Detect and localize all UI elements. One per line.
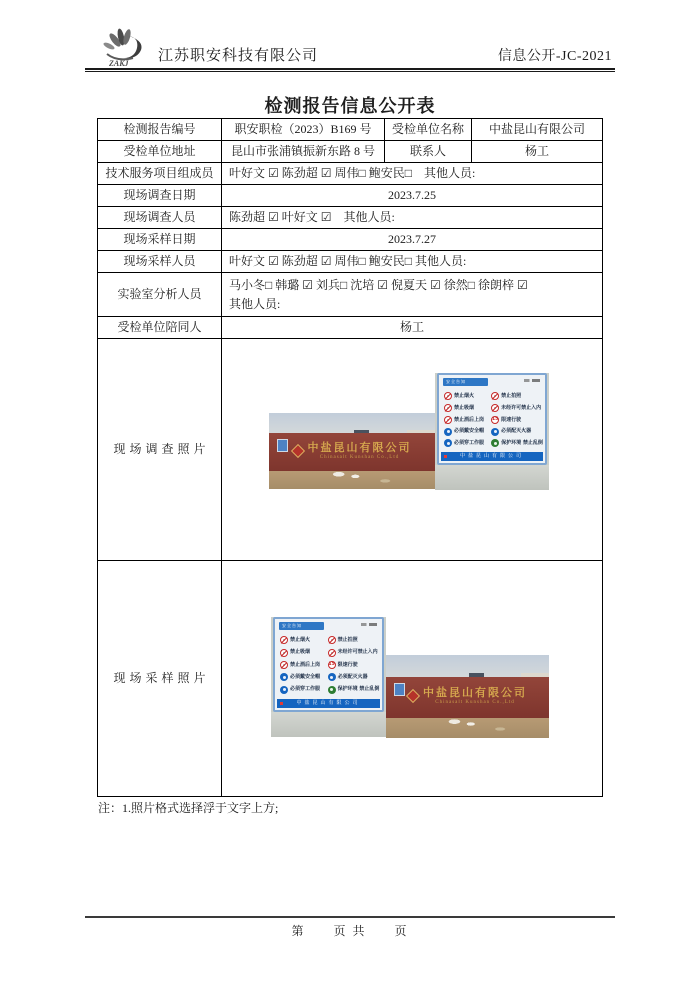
board-scribble <box>524 379 540 382</box>
pavement <box>435 465 549 490</box>
safety-sign <box>491 428 542 436</box>
safety-sign-label: 保护环境 禁止乱倒 <box>501 440 543 447</box>
safety-sign-icon <box>328 673 336 681</box>
safety-sign <box>491 392 542 400</box>
label-project-team: 技术服务项目组成员 <box>98 163 222 185</box>
safety-sign <box>444 416 491 424</box>
safety-sign-icon: 15 <box>491 416 499 422</box>
safety-sign-label: 禁止烟火 <box>454 392 475 399</box>
safety-sign-icon <box>328 636 336 644</box>
wall-company-name-en: Chinasalt Kunshan Co.,Ltd <box>319 454 400 460</box>
label-sampling-photo: 现场采样照片 <box>98 561 222 796</box>
safety-sign-label: 禁止拍照 <box>337 637 358 644</box>
safety-sign-icon <box>280 686 288 694</box>
safety-sign-label: 禁止吸烟 <box>454 404 475 411</box>
safety-sign-icon <box>444 416 452 424</box>
safety-sign-icon <box>491 439 499 447</box>
safety-sign <box>328 673 379 681</box>
table-row <box>98 561 602 796</box>
safety-sign <box>328 649 379 657</box>
label-lab-analysts: 实验室分析人员 <box>98 273 222 317</box>
label-client-name: 受检单位名称 <box>385 119 472 141</box>
safety-sign-icon: 15 <box>328 662 335 668</box>
label-client-address: 受检单位地址 <box>98 141 222 163</box>
doc-code: 信息公开-JC-2021 <box>497 49 612 64</box>
board-footer: 中盐昆山有限公司 <box>277 699 380 708</box>
table-row <box>98 141 602 163</box>
value-sampling-staff: 叶好文 ☑ 陈劲超 ☑ 周伟□ 鲍安民□ 其他人员: <box>222 251 602 273</box>
label-sampling-date: 现场采样日期 <box>98 229 222 251</box>
safety-sign-label: 必须戴安全帽 <box>454 428 485 435</box>
page-title: 检测报告信息公开表 <box>264 96 436 117</box>
factory-gate-photo <box>269 413 435 489</box>
dirt-ground <box>269 471 435 489</box>
safety-sign-label: 必须穿工作服 <box>290 686 321 693</box>
footer-divider <box>85 916 615 918</box>
safety-sign-label: 未经许可禁止入内 <box>501 404 542 411</box>
safety-sign-label: 保护环境 禁止乱倒 <box>337 686 380 693</box>
safety-sign <box>328 661 379 669</box>
address-plaque <box>277 439 288 452</box>
page-number: 第 页 共 页 <box>291 924 409 938</box>
address-plaque <box>394 683 405 696</box>
safety-sign <box>280 673 328 681</box>
safety-sign <box>328 636 379 644</box>
value-client-name: 中盐昆山有限公司 <box>472 119 602 141</box>
safety-sign <box>280 649 328 657</box>
safety-sign-label: 禁止拍照 <box>501 392 522 399</box>
value-contact: 杨工 <box>472 141 602 163</box>
table-row <box>98 207 602 229</box>
safety-sign-label: 禁止酒后上岗 <box>454 416 485 423</box>
gate-wall <box>269 433 435 471</box>
board-header: 安全告知 <box>443 378 488 386</box>
chinasalt-logo <box>406 689 420 703</box>
safety-sign-label: 限速行驶 <box>501 416 522 423</box>
label-contact: 联系人 <box>385 141 472 163</box>
wall-company-name-en: Chinasalt Kunshan Co.,Ltd <box>435 700 515 706</box>
safety-sign-icon <box>280 673 288 681</box>
logo-text: ZAKJ <box>109 59 129 68</box>
lab-analysts-line1: 马小冬□ 韩璐 ☑ 刘兵□ 沈培 ☑ 倪夏天 ☑ 徐然□ 徐朗梓 ☑ <box>229 277 528 292</box>
board-footer: 中盐昆山有限公司 <box>441 452 543 461</box>
header-divider <box>85 68 615 72</box>
info-table <box>97 118 603 797</box>
chinasalt-logo <box>290 444 304 458</box>
footnote: 注：1.照片格式选择浮于文字上方; <box>98 801 279 815</box>
value-survey-staff: 陈劲超 ☑ 叶好文 ☑ 其他人员: <box>222 207 602 229</box>
sampling-photo <box>271 617 549 738</box>
table-row <box>98 273 602 317</box>
value-escort: 杨工 <box>222 317 602 339</box>
label-report-no: 检测报告编号 <box>98 119 222 141</box>
safety-sign-icon <box>280 636 288 644</box>
safety-sign <box>280 686 328 694</box>
label-sampling-staff: 现场采样人员 <box>98 251 222 273</box>
table-row <box>98 163 602 185</box>
value-report-no: 职安职检（2023）B169 号 <box>222 119 385 141</box>
safety-sign <box>328 686 379 694</box>
lab-analysts-line2: 其他人员: <box>229 296 281 311</box>
safety-sign <box>444 404 491 412</box>
table-row <box>98 339 602 561</box>
safety-sign <box>280 636 328 644</box>
safety-sign-icon <box>328 649 336 657</box>
safety-sign <box>491 439 542 447</box>
safety-sign-label: 必须配灭火器 <box>337 674 368 681</box>
value-lab-analysts <box>222 273 602 317</box>
safety-sign-icon <box>491 428 499 436</box>
safety-sign <box>280 661 328 669</box>
label-survey-photo: 现场调查照片 <box>98 339 222 561</box>
safety-sign-icon <box>328 686 336 694</box>
company-logo <box>95 26 157 70</box>
sampling-photo-cell <box>222 561 602 796</box>
table-row <box>98 251 602 273</box>
company-name: 江苏职安科技有限公司 <box>158 48 319 64</box>
safety-sign-label: 限速行驶 <box>337 661 358 668</box>
safety-sign <box>444 439 491 447</box>
safety-sign-icon <box>444 439 452 447</box>
survey-photo <box>269 373 549 490</box>
safety-board <box>437 373 547 465</box>
safety-sign-icon <box>280 649 288 657</box>
value-project-team: 叶好文 ☑ 陈劲超 ☑ 周伟□ 鲍安民□ 其他人员: <box>222 163 602 185</box>
safety-sign-icon <box>280 661 288 669</box>
safety-sign-label: 禁止酒后上岗 <box>290 661 321 668</box>
value-client-address: 昆山市张浦镇振新东路 8 号 <box>222 141 385 163</box>
safety-sign <box>491 404 542 412</box>
safety-sign-label: 禁止吸烟 <box>290 649 311 656</box>
table-row <box>98 119 602 141</box>
survey-photo-cell <box>222 339 602 561</box>
safety-board-photo <box>435 373 549 490</box>
safety-sign <box>491 416 542 424</box>
board-scribble <box>361 623 377 626</box>
safety-sign-icon <box>491 404 499 412</box>
safety-sign-icon <box>444 404 452 412</box>
safety-sign <box>444 428 491 436</box>
label-survey-date: 现场调查日期 <box>98 185 222 207</box>
value-sampling-date: 2023.7.27 <box>222 229 602 251</box>
wall-company-name: 中盐昆山有限公司 <box>423 686 527 700</box>
gate-wall <box>386 677 549 719</box>
value-survey-date: 2023.7.25 <box>222 185 602 207</box>
safety-sign-label: 禁止烟火 <box>290 637 311 644</box>
safety-sign <box>444 392 491 400</box>
label-survey-staff: 现场调查人员 <box>98 207 222 229</box>
board-header: 安全告知 <box>279 622 324 630</box>
safety-sign-icon <box>444 428 452 436</box>
safety-sign-label: 必须戴安全帽 <box>290 674 321 681</box>
factory-gate-photo <box>386 655 549 738</box>
safety-sign-icon <box>491 392 499 400</box>
safety-sign-label: 必须配灭火器 <box>501 428 532 435</box>
safety-board-photo <box>271 617 386 737</box>
dirt-ground <box>386 718 549 738</box>
safety-board <box>273 617 384 712</box>
table-row <box>98 317 602 339</box>
safety-sign-icon <box>444 392 452 400</box>
safety-sign-label: 必须穿工作服 <box>454 440 485 447</box>
label-escort: 受检单位陪同人 <box>98 317 222 339</box>
safety-sign-list <box>280 634 379 696</box>
pavement <box>271 712 386 737</box>
table-row <box>98 185 602 207</box>
safety-sign-list <box>444 390 542 449</box>
wall-company-name: 中盐昆山有限公司 <box>307 440 412 454</box>
safety-sign-label: 未经许可禁止入内 <box>337 649 378 656</box>
table-row <box>98 229 602 251</box>
